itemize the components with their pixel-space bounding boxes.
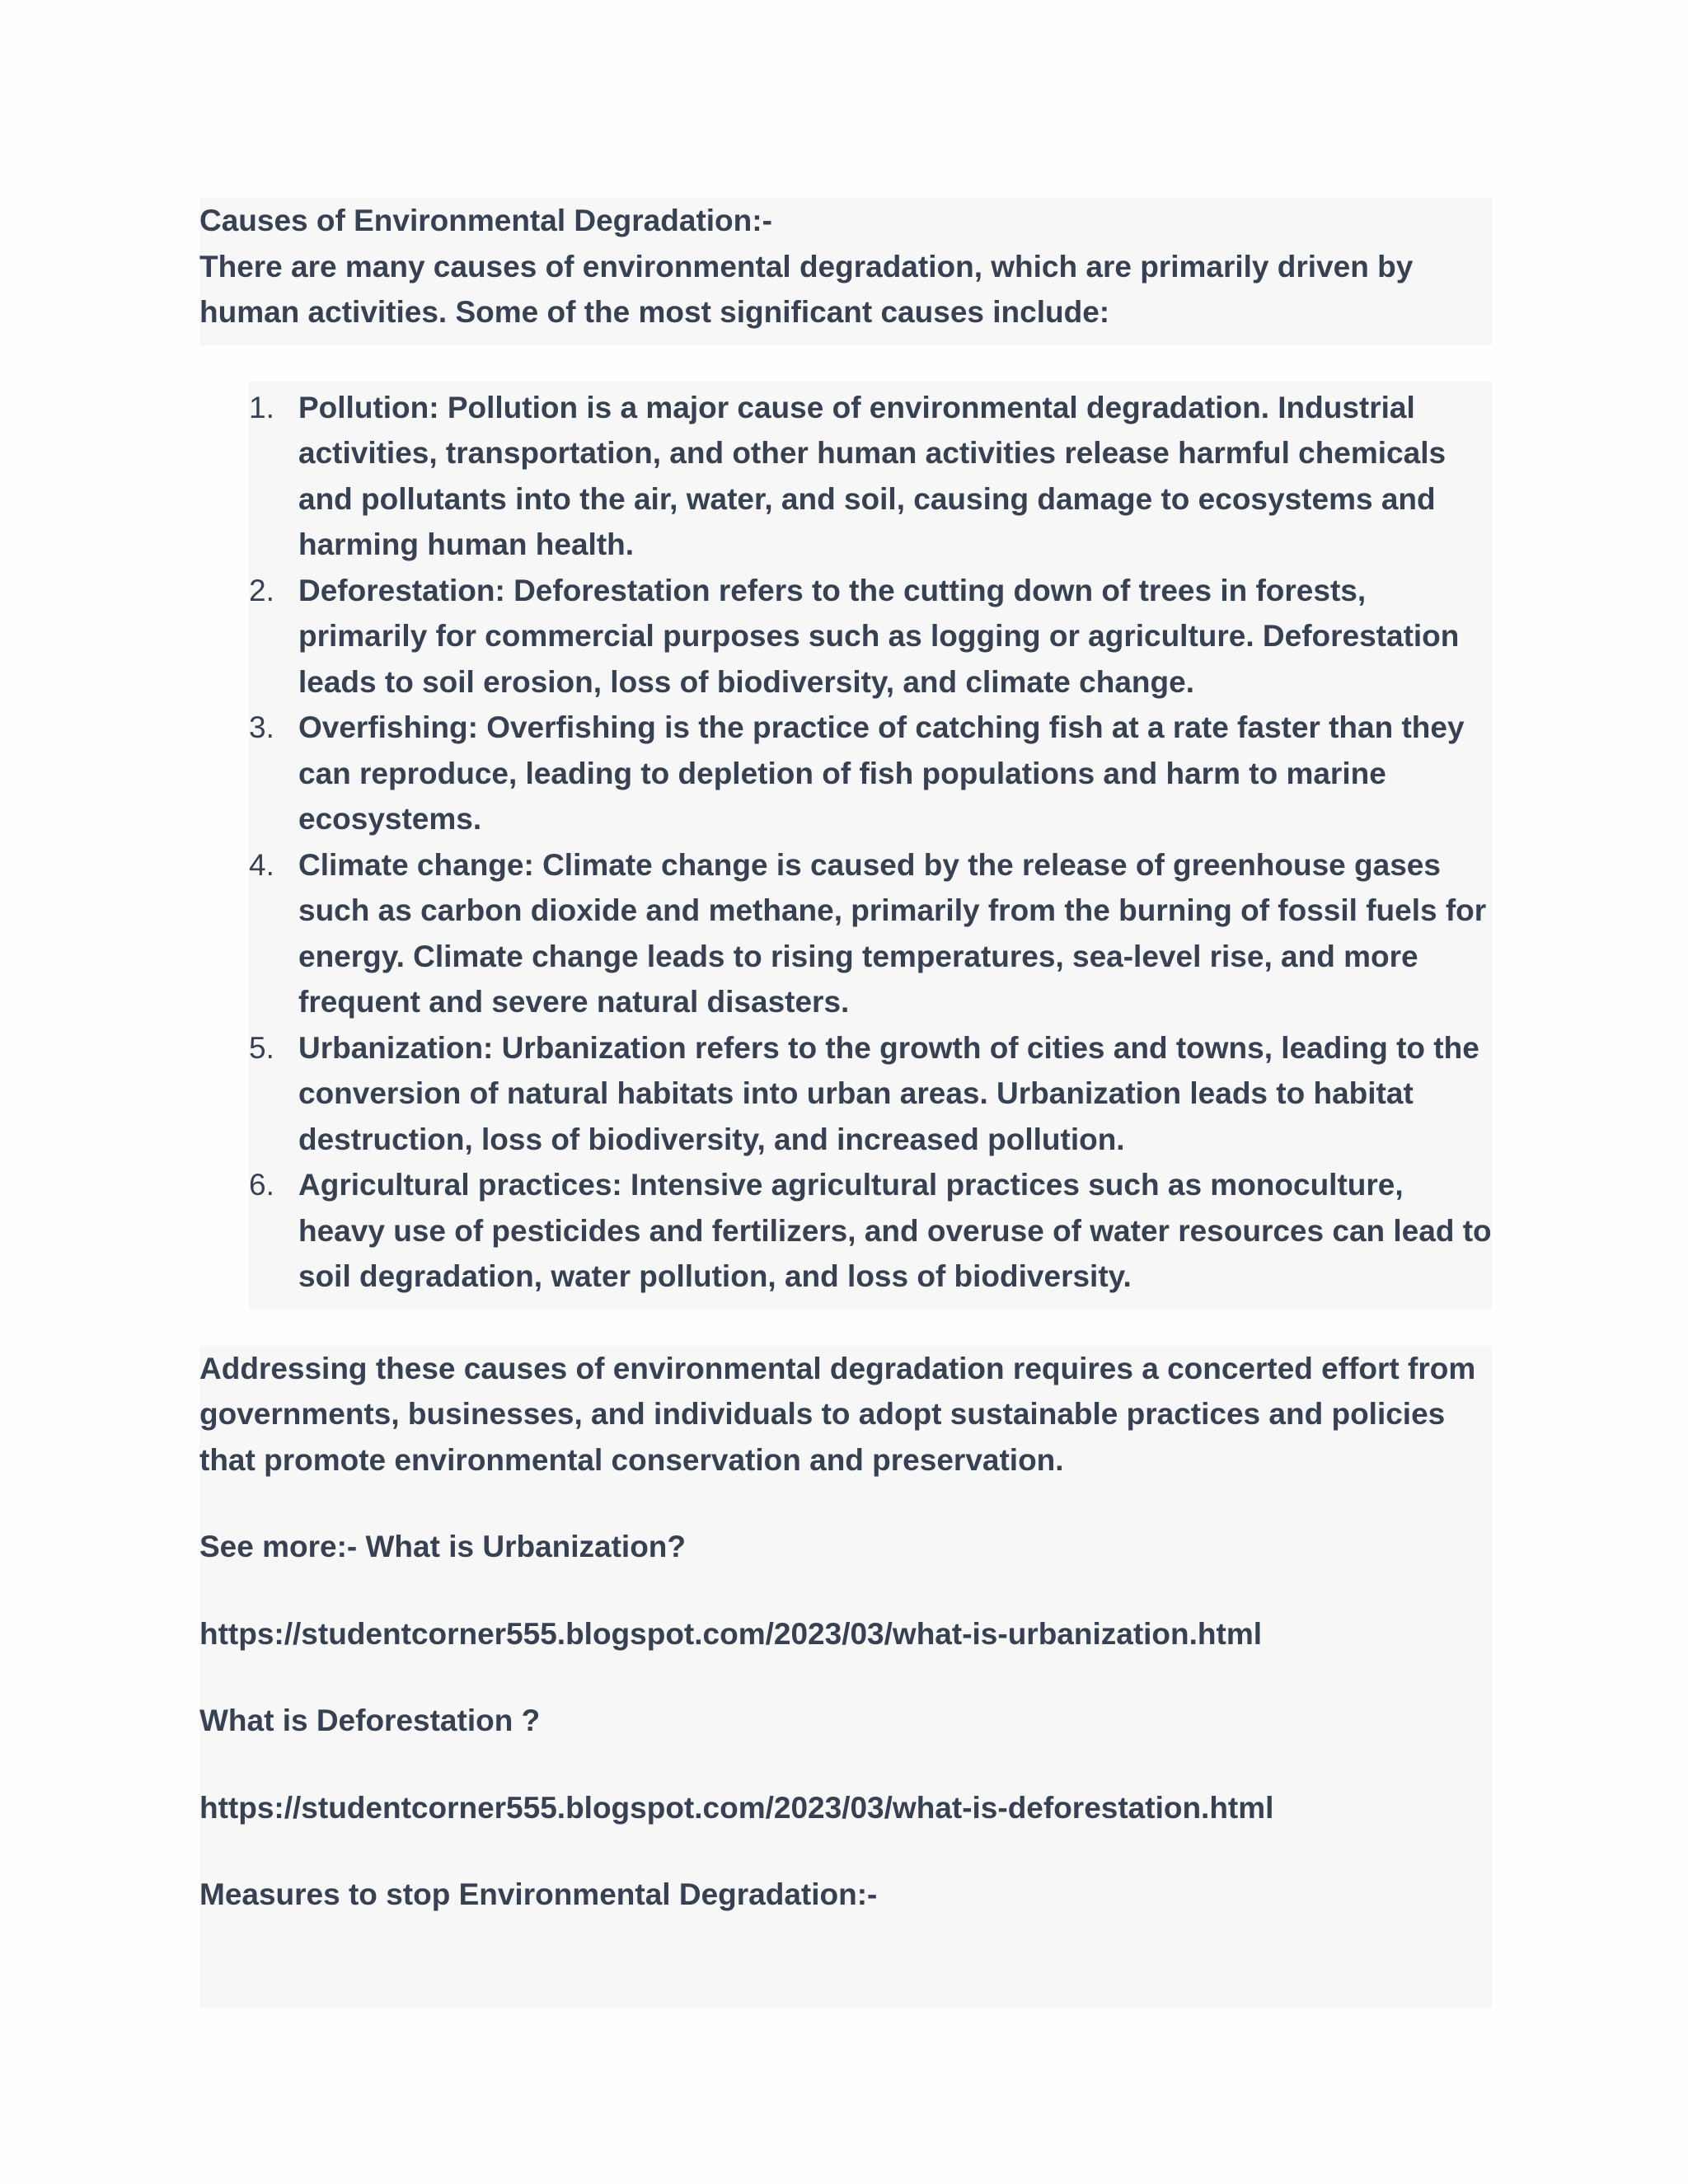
list-item xyxy=(249,842,1492,1025)
see-more-heading: See more:- What is Urbanization? xyxy=(199,1530,687,1563)
list-number: 2. xyxy=(249,573,274,607)
intro-paragraph: There are many causes of environmental degradation, which are primarily driven by human activities. Some of the most significant causes include: xyxy=(199,249,1414,329)
list-item-text: Pollution: Pollution is a major cause of environmental degradation. Industrial activities, transportation, and other human activities release harmful chemicals and pollutants into the air, water, and soil, causing damage to ecosystems and harming human health. xyxy=(298,390,1447,561)
list-item-text: Agricultural practices: Intensive agricultural practices such as monoculture, heavy use of pesticides and fertilizers, and overuse of water resources can lead to soil degradation, water pollution, and loss of biodiversity. xyxy=(298,1168,1492,1293)
closing-section xyxy=(199,1346,1492,2008)
measures-heading: Measures to stop Environmental Degradation:- xyxy=(199,1877,878,1911)
urbanization-link[interactable]: https://studentcorner555.blogspot.com/2023/03/what-is-urbanization.html xyxy=(199,1616,1263,1651)
closing-paragraph: Addressing these causes of environmental degradation requires a concerted effort from governments, businesses, and individuals to adopt sustainable practices and policies that promote environmental conservation and preservation. xyxy=(199,1351,1476,1477)
list-number: 5. xyxy=(249,1030,274,1065)
list-number: 3. xyxy=(249,710,274,744)
list-item-text: Urbanization: Urbanization refers to the growth of cities and towns, leading to the conversion of natural habitats into urban areas. Urbanization leads to habitat destruction, loss of biodiversity, and increased pollution. xyxy=(298,1030,1479,1156)
list-number: 6. xyxy=(249,1168,274,1202)
causes-list xyxy=(249,382,1492,1310)
list-item xyxy=(249,705,1492,842)
list-item xyxy=(249,385,1492,568)
list-number: 1. xyxy=(249,390,274,424)
list-item xyxy=(249,568,1492,705)
intro-section xyxy=(199,198,1492,345)
list-item-text: Overfishing: Overfishing is the practice of catching fish at a rate faster than they can reproduce, leading to depletion of fish populations and harm to marine ecosystems. xyxy=(298,710,1465,836)
deforestation-link[interactable]: https://studentcorner555.blogspot.com/2023/03/what-is-deforestation.html xyxy=(199,1790,1274,1825)
list-item-text: Climate change: Climate change is caused by the release of greenhouse gases such as carbon dioxide and methane, primarily from the burning of fossil fuels for energy. Climate change leads to rising temperatures, sea-level rise, and more frequent and severe natural disasters. xyxy=(298,847,1487,1019)
list-item-text: Deforestation: Deforestation refers to the cutting down of trees in forests, primarily for commercial purposes such as logging or agriculture. Deforestation leads to soil erosion, loss of biodiversity, and climate change. xyxy=(298,573,1460,699)
document-page xyxy=(199,198,1492,2008)
list-item xyxy=(249,1025,1492,1163)
section-heading: Causes of Environmental Degradation:- xyxy=(199,204,772,237)
list-number: 4. xyxy=(249,847,274,882)
list-item xyxy=(249,1162,1492,1300)
deforestation-heading: What is Deforestation ? xyxy=(199,1704,541,1737)
